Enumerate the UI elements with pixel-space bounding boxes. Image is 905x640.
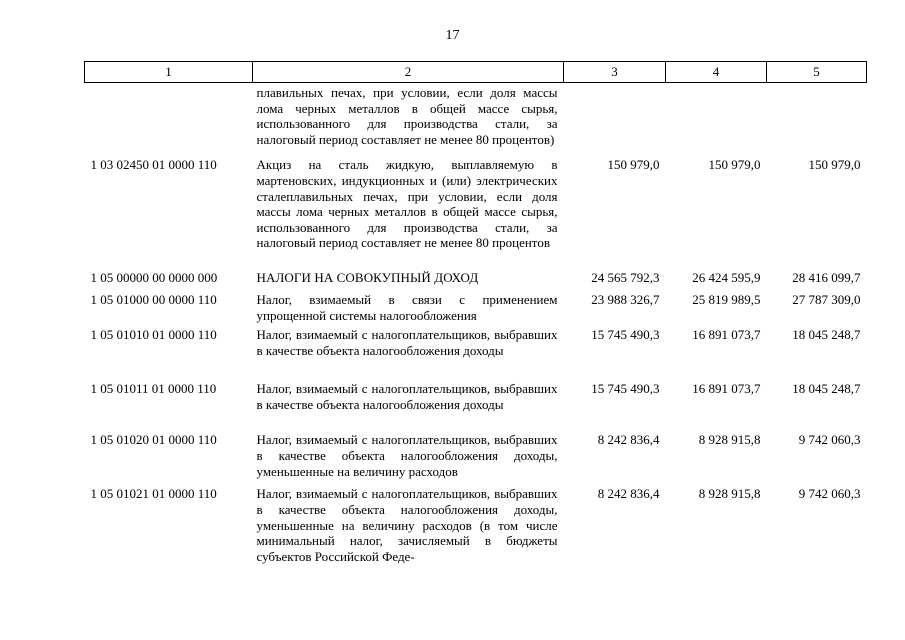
column-header-code: 1 (85, 62, 253, 83)
value-year-1: 8 242 836,4 (597, 432, 660, 448)
value-year-3: 150 979,0 (808, 157, 861, 173)
value-year-2 (666, 83, 767, 158)
value-year-1: 150 979,0 (607, 157, 660, 173)
value-year-2: 150 979,0 (708, 157, 761, 173)
table-row (85, 327, 867, 381)
budget-code: 1 03 02450 01 0000 110 (90, 157, 217, 173)
column-header-year-2: 4 (666, 62, 767, 83)
value-year-2: 25 819 989,5 (692, 292, 761, 308)
table-row (85, 432, 867, 486)
value-year-1: 15 745 490,3 (591, 327, 660, 343)
value-year-1: 8 242 836,4 (597, 486, 660, 502)
row-description: Налог, взимаемый с налогоплательщиков, выбравших в качестве объекта налогообложения доходы (256, 381, 558, 412)
value-year-2: 8 928 915,8 (698, 486, 761, 502)
revenue-table (84, 61, 867, 564)
value-year-1: 23 988 326,7 (591, 292, 660, 308)
row-description: Налог, взимаемый в связи с применением упрощенной системы налогообложения (256, 292, 558, 323)
budget-code (85, 83, 253, 158)
table-row (85, 270, 867, 292)
table-row (85, 292, 867, 327)
budget-code: 1 05 00000 00 0000 000 (90, 270, 218, 286)
row-description: Акциз на сталь жидкую, выплавляемую в мартеновских, индукционных и (или) электрических сталеплавильных печах, при условии, если доля массы лома черных металлов в общей массе сырья, использованного для производства стали, за налоговый период составляет не менее 80 процентов (256, 157, 558, 251)
budget-code: 1 05 01021 01 0000 110 (90, 486, 217, 502)
budget-code: 1 05 01000 00 0000 110 (90, 292, 217, 308)
column-header-year-1: 3 (564, 62, 666, 83)
budget-code: 1 05 01010 01 0000 110 (90, 327, 217, 343)
value-year-1 (564, 83, 666, 158)
value-year-3: 18 045 248,7 (792, 327, 861, 343)
value-year-2: 16 891 073,7 (692, 327, 761, 343)
value-year-3: 18 045 248,7 (792, 381, 861, 397)
row-description: Налог, взимаемый с налогоплательщиков, выбравших в качестве объекта налогообложения доходы, уменьшенные на величину расходов (256, 432, 558, 479)
budget-code: 1 05 01011 01 0000 110 (90, 381, 217, 397)
table-header-row (85, 62, 867, 83)
value-year-3 (767, 83, 867, 158)
value-year-3: 9 742 060,3 (798, 486, 861, 502)
table-row (85, 486, 867, 564)
column-header-description: 2 (253, 62, 564, 83)
value-year-1: 15 745 490,3 (591, 381, 660, 397)
table-row (85, 157, 867, 270)
value-year-3: 27 787 309,0 (792, 292, 861, 308)
table-row (85, 381, 867, 432)
value-year-1: 24 565 792,3 (591, 270, 660, 286)
value-year-2: 8 928 915,8 (698, 432, 761, 448)
value-year-3: 9 742 060,3 (798, 432, 861, 448)
value-year-2: 26 424 595,9 (692, 270, 761, 286)
table-row (85, 83, 867, 158)
row-description: Налог, взимаемый с налогоплательщиков, выбравших в качестве объекта налогообложения доходы (256, 327, 558, 358)
row-description: Налог, взимаемый с налогоплательщиков, выбравших в качестве объекта налогообложения доходы, уменьшенные на величину расходов (в том числе минимальный налог, зачисляемый в бюджеты субъектов Российской Феде- (256, 486, 558, 564)
column-header-year-3: 5 (767, 62, 867, 83)
budget-code: 1 05 01020 01 0000 110 (90, 432, 217, 448)
page-number: 17 (445, 28, 460, 43)
row-description: плавильных печах, при условии, если доля массы лома черных металлов в общей массе сырья, использованного для производства стали, за налоговый период составляет не менее 80 процентов) (256, 85, 558, 147)
row-description: НАЛОГИ НА СОВОКУПНЫЙ ДОХОД (256, 270, 479, 286)
value-year-3: 28 416 099,7 (792, 270, 861, 286)
value-year-2: 16 891 073,7 (692, 381, 761, 397)
